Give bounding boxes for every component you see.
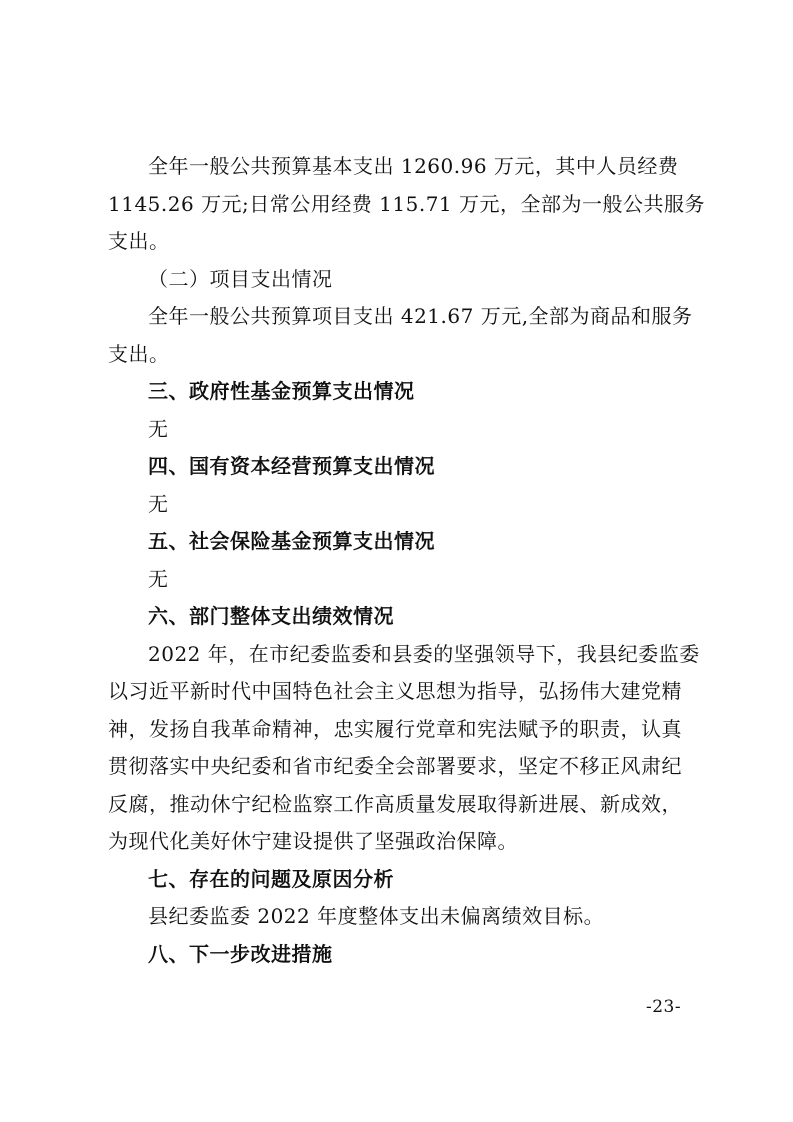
heading-state-capital: 四、国有资本经营预算支出情况 [148,454,435,478]
heading-government-fund: 三、政府性基金预算支出情况 [148,379,415,403]
paragraph-performance-line-5: 反腐，推动休宁纪检监察工作高质量发展取得新进展、新成效， [108,792,682,816]
text-none-social-insurance: 无 [148,567,169,591]
paragraph-performance-line-2: 以习近平新时代中国特色社会主义思想为指导，弘扬伟大建党精 [108,679,682,703]
paragraph-performance-line-6: 为现代化美好休宁建设提供了坚强政治保障。 [108,829,518,853]
subheading-project-expenditure: （二）项目支出情况 [148,267,333,291]
paragraph-basic-expenditure-line-2: 1145.26 万元;日常公用经费 115.71 万元，全部为一般公共服务 [108,192,705,216]
text-none-government-fund: 无 [148,417,169,441]
text-none-state-capital: 无 [148,492,169,516]
heading-problems: 七、存在的问题及原因分析 [148,867,394,891]
paragraph-performance-line-4: 贯彻落实中央纪委和省市纪委全会部署要求，坚定不移正风肃纪 [108,754,682,778]
heading-next-steps: 八、下一步改进措施 [148,942,333,966]
paragraph-project-expenditure-line-2: 支出。 [108,342,170,366]
paragraph-performance-line-3: 神，发扬自我革命精神，忠实履行党章和宪法赋予的职责，认真 [108,717,682,741]
paragraph-problems: 县纪委监委 2022 年度整体支出未偏离绩效目标。 [148,904,605,928]
paragraph-project-expenditure-line-1: 全年一般公共预算项目支出 421.67 万元,全部为商品和服务 [148,304,693,328]
heading-performance: 六、部门整体支出绩效情况 [148,604,394,628]
paragraph-basic-expenditure-line-3: 支出。 [108,229,170,253]
heading-social-insurance: 五、社会保险基金预算支出情况 [148,529,435,553]
page-number: -23- [646,997,682,1017]
paragraph-basic-expenditure-line-1: 全年一般公共预算基本支出 1260.96 万元，其中人员经费 [148,154,679,178]
paragraph-performance-line-1: 2022 年，在市纪委监委和县委的坚强领导下，我县纪委监委 [148,642,700,666]
